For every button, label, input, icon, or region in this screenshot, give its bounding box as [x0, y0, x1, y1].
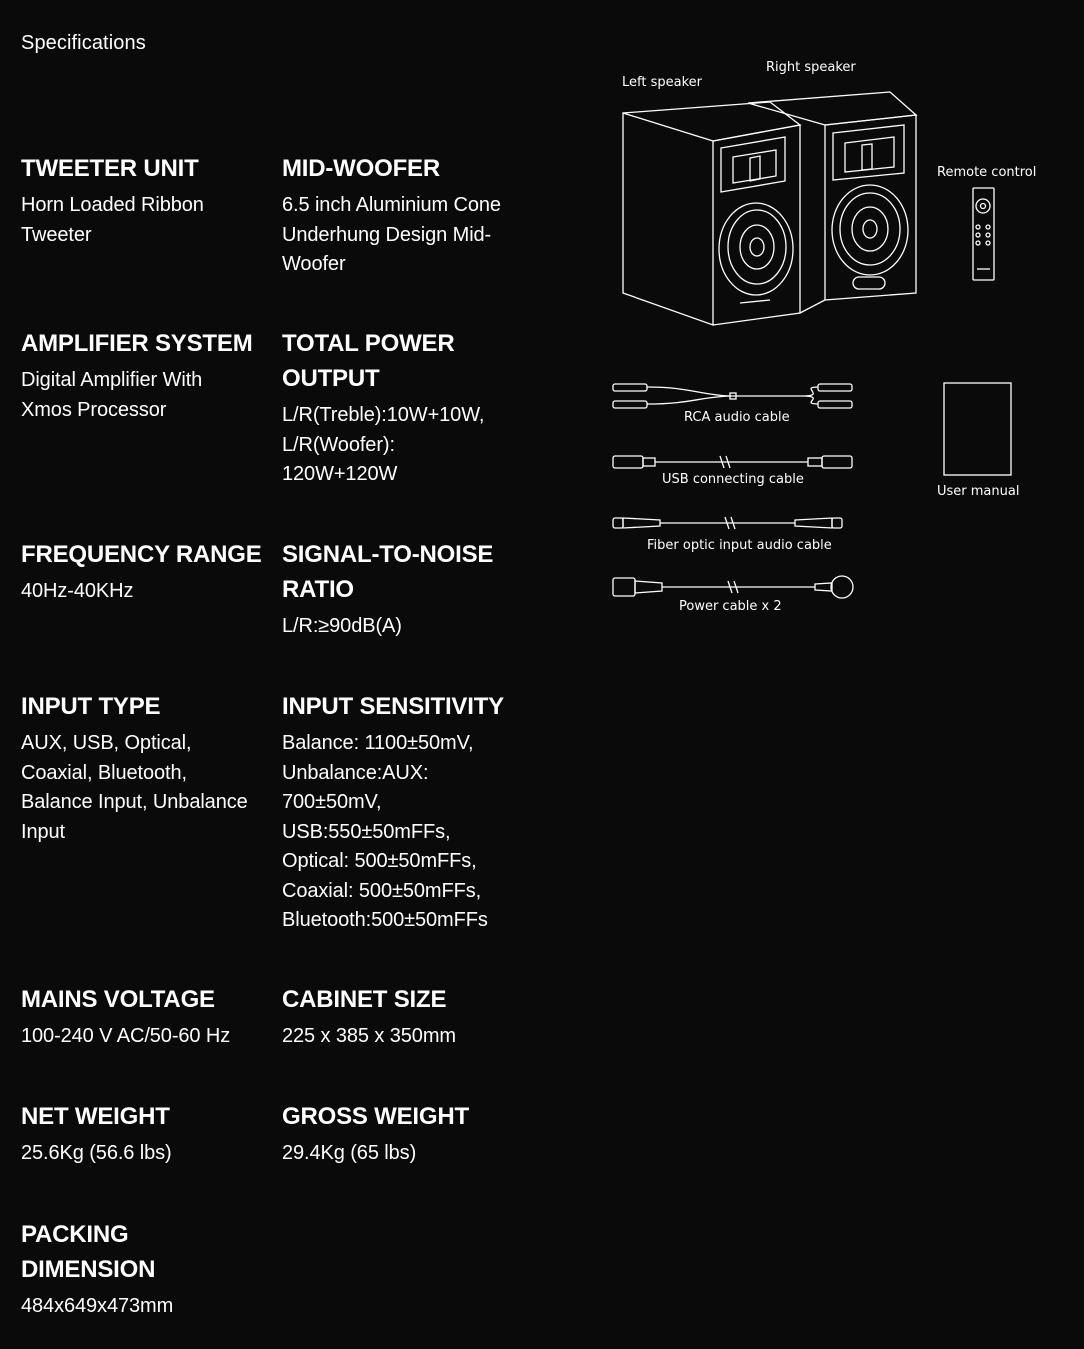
spec-heading: CABINET SIZE	[282, 986, 447, 1013]
spec-value: 484x649x473mm	[21, 1295, 174, 1317]
page-title: Specifications	[21, 32, 146, 54]
spec-input-sensitivity	[282, 689, 582, 936]
spec-tweeter	[21, 151, 271, 250]
rca-label: RCA audio cable	[684, 410, 790, 425]
right-speaker-label: Right speaker	[766, 60, 856, 75]
spec-heading: SIGNAL-TO-NOISE RATIO	[282, 541, 494, 603]
spec-value: 29.4Kg (65 lbs)	[282, 1142, 417, 1164]
spec-value: Balance: 1100±50mV, Unbalance:AUX: 700±50mV, USB:550±50mFFs, Optical: 500±50mFFs, Coaxial: 500±50mFFs, Bluetooth:500±50mFFs	[282, 732, 488, 931]
right-speaker-illustration	[748, 92, 916, 313]
spec-heading: TOTAL POWER OUTPUT	[282, 330, 455, 392]
spec-value: 40Hz-40KHz	[21, 580, 134, 602]
spec-value: AUX, USB, Optical, Coaxial, Bluetooth, Balance Input, Unbalance Input	[21, 732, 248, 843]
rca-cable-illustration	[613, 384, 852, 408]
spec-midwoofer	[282, 151, 582, 280]
spec-heading: FREQUENCY RANGE	[21, 541, 262, 568]
spec-heading: NET WEIGHT	[21, 1103, 170, 1130]
spec-net-weight	[21, 1099, 281, 1169]
spec-value: 6.5 inch Aluminium Cone Underhung Design Mid- Woofer	[282, 194, 501, 275]
spec-value: 100-240 V AC/50-60 Hz	[21, 1025, 231, 1047]
manual-label: User manual	[937, 484, 1020, 499]
power-cable-illustration	[613, 576, 853, 598]
spec-heading: MAINS VOLTAGE	[21, 986, 215, 1013]
usb-cable-illustration	[613, 456, 852, 468]
spec-heading: INPUT SENSITIVITY	[282, 693, 504, 720]
spec-value: Digital Amplifier With Xmos Processor	[21, 369, 203, 421]
spec-value: L/R(Treble):10W+10W, L/R(Woofer): 120W+120W	[282, 404, 485, 485]
fiber-label: Fiber optic input audio cable	[647, 538, 832, 553]
spec-heading: TWEETER UNIT	[21, 155, 199, 182]
remote-illustration	[973, 188, 994, 280]
spec-value: Horn Loaded Ribbon Tweeter	[21, 194, 204, 246]
spec-cabinet	[282, 982, 582, 1052]
power-label: Power cable x 2	[679, 599, 782, 614]
spec-amplifier	[21, 326, 281, 425]
spec-frequency	[21, 537, 281, 607]
spec-power	[282, 326, 582, 490]
user-manual-illustration	[944, 383, 1011, 475]
spec-snr	[282, 537, 582, 642]
spec-heading: GROSS WEIGHT	[282, 1103, 469, 1130]
spec-gross-weight	[282, 1099, 582, 1169]
left-speaker-label: Left speaker	[622, 75, 702, 90]
spec-heading: AMPLIFIER SYSTEM	[21, 330, 253, 357]
spec-value: 225 x 385 x 350mm	[282, 1025, 456, 1047]
spec-value: L/R:≥90dB(A)	[282, 615, 402, 637]
spec-value: 25.6Kg (56.6 lbs)	[21, 1142, 172, 1164]
left-speaker-illustration	[623, 102, 800, 325]
package-contents-diagram	[600, 55, 1070, 625]
usb-label: USB connecting cable	[662, 472, 804, 487]
remote-label: Remote control	[937, 165, 1037, 180]
spec-input-type	[21, 689, 281, 847]
spec-packing	[21, 1217, 281, 1322]
spec-heading: PACKING DIMENSION	[21, 1221, 156, 1283]
spec-mains	[21, 982, 281, 1052]
spec-heading: MID-WOOFER	[282, 155, 440, 182]
spec-heading: INPUT TYPE	[21, 693, 161, 720]
fiber-cable-illustration	[613, 517, 842, 529]
